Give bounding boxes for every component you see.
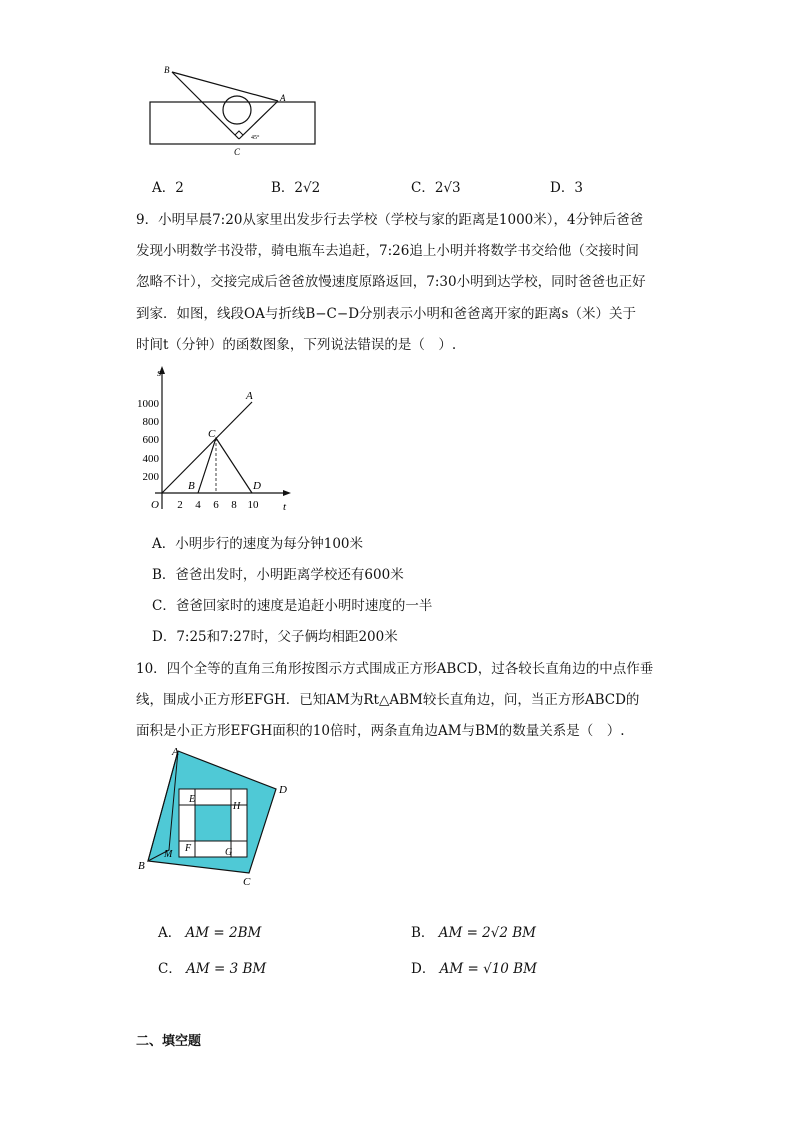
q8-option-b[interactable]: B．2√2 <box>271 180 321 196</box>
q8-option-d[interactable]: D．3 <box>550 180 583 196</box>
q10-option-b[interactable]: B． AM = 2√2 BM <box>411 925 537 941</box>
q9-line-1: 9．小明早晨7:20从家里出发步行去学校（学校与家的距离是1000米），4分钟后爸爸 <box>136 212 644 228</box>
q10-line-3: 面积是小正方形EFGH面积的10倍时，两条直角边AM与BM的数量关系是（ ）. <box>136 723 625 739</box>
y-tick-800: 800 <box>142 416 159 428</box>
coin-circle <box>223 96 251 124</box>
q10-line-2: 线，围成小正方形EFGH．已知AM为Rt△ABM较长直角边，问，当正方形ABCD的 <box>136 692 640 708</box>
q9-option-d[interactable]: D．7:25和7:27时，父子俩均相距200米 <box>152 629 398 645</box>
y-tick-600: 600 <box>142 434 159 446</box>
q9-graph <box>125 362 300 517</box>
section-title: 二、填空题 <box>136 1034 202 1049</box>
q10-option-a[interactable]: A． AM = 2BM <box>158 925 262 941</box>
q9-option-a[interactable]: A．小明步行的速度为每分钟100米 <box>152 536 364 552</box>
q9-option-c[interactable]: C．爸爸回家时的速度是追赶小明时速度的一半 <box>152 598 433 614</box>
q10-label-m: M <box>164 849 173 860</box>
q10-label-e: E <box>189 794 196 805</box>
q8-option-c[interactable]: C．2√3 <box>411 180 461 196</box>
point-c-label: C <box>208 428 216 440</box>
segment-oa <box>162 402 252 493</box>
q10-option-c[interactable]: C． AM = 3 BM <box>158 961 267 977</box>
polyline-bcd <box>198 438 252 493</box>
x-tick-labels <box>177 499 259 511</box>
label-c: C <box>234 147 241 157</box>
t-axis-label: t <box>283 501 287 513</box>
x-tick-2: 2 <box>177 499 183 511</box>
label-b: B <box>164 65 170 75</box>
y-tick-400: 400 <box>142 453 159 465</box>
q9-option-b[interactable]: B．爸爸出发时，小明距离学校还有600米 <box>152 567 404 583</box>
q10-label-d: D <box>279 784 287 796</box>
s-axis-label: s <box>157 367 162 379</box>
q10-label-g: G <box>225 847 233 858</box>
x-tick-6: 6 <box>213 499 219 511</box>
angle-label: 45° <box>251 135 260 141</box>
x-tick-8: 8 <box>231 499 237 511</box>
x-tick-4: 4 <box>195 499 201 511</box>
q10-line-1: 10．四个全等的直角三角形按图示方式围成正方形ABCD，过各较长直角边的中点作垂 <box>136 661 654 677</box>
q10-label-b: B <box>138 860 145 872</box>
q9-line-4: 到家．如图，线段OA与折线B−C−D分别表示小明和爸爸离开家的距离s（米）关于 <box>136 306 636 322</box>
point-b-label: B <box>188 480 195 492</box>
q9-line-2: 发现小明数学书没带，骑电瓶车去追赶，7:26追上小明并将数学书交给他（交接时间 <box>136 243 639 259</box>
q9-line-3: 忽略不计），交接完成后爸爸放慢速度原路返回，7:30小明到达学校，同时爸爸也正好 <box>136 274 646 290</box>
y-tick-200: 200 <box>142 471 159 483</box>
point-d-label: D <box>253 480 261 492</box>
q8-figure <box>145 60 325 160</box>
point-a-label: A <box>246 390 253 402</box>
origin-label: O <box>151 499 159 511</box>
q10-option-d[interactable]: D． AM = √10 BM <box>411 961 537 977</box>
q9-line-5: 时间t（分钟）的函数图象，下列说法错误的是（ ）. <box>136 337 457 353</box>
y-tick-1000: 1000 <box>137 398 159 410</box>
q10-label-a: A <box>172 746 179 758</box>
x-tick-10: 10 <box>247 499 259 511</box>
q10-figure <box>135 745 295 885</box>
q10-label-h: H <box>233 801 241 812</box>
q10-label-c: C <box>243 876 251 885</box>
q8-option-a[interactable]: A．2 <box>152 180 184 196</box>
label-a: A <box>280 93 286 103</box>
q10-label-f: F <box>185 843 192 854</box>
y-tick-labels <box>137 398 160 483</box>
square-efgh <box>195 805 231 841</box>
